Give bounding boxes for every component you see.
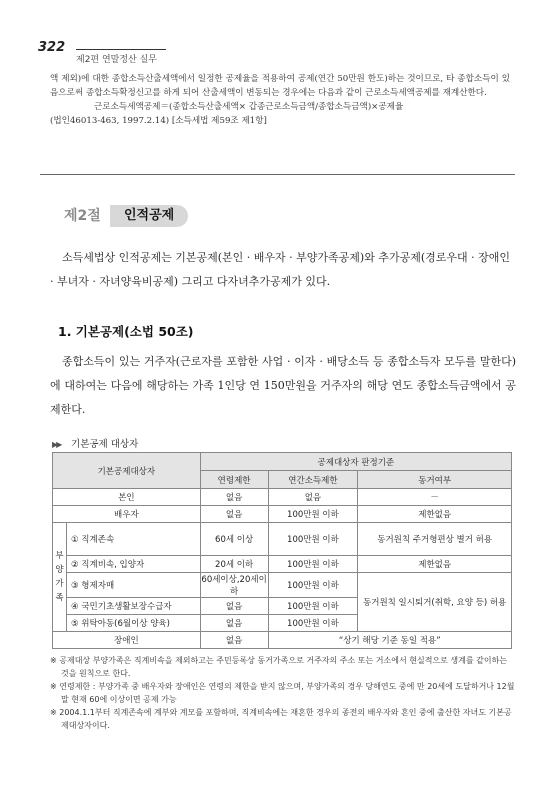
previous-text-block: [50, 72, 510, 128]
table-header-row: [53, 453, 512, 471]
cell-cohab: 동거원칙 주거형편상 별거 허용: [358, 523, 512, 556]
cell-label: ① 직계존속: [66, 523, 200, 556]
table-row: [53, 489, 512, 506]
table-row: [53, 632, 512, 649]
table-row: [53, 573, 512, 598]
triangle-arrow-icon: ▶▶: [52, 440, 61, 449]
header-cohab: 동거여부: [358, 471, 512, 489]
cell-label: 배우자: [53, 506, 201, 523]
cell-rest: “상기 해당 기준 동일 적용”: [268, 632, 511, 649]
cell-age: 없음: [200, 506, 268, 523]
reference: (법인46013-463, 1997.2.14) [소득세법 제59조 제1항]: [50, 116, 267, 126]
table-caption-text: 기본공제 대상자: [71, 439, 139, 450]
header-rule: [76, 49, 166, 50]
cell-age: 60세 이상: [200, 523, 268, 556]
section-divider: [40, 174, 515, 175]
cell-label: ④ 국민기초생활보장수급자: [66, 598, 200, 615]
cell-income: 100만원 이하: [268, 573, 358, 598]
cell-income: 100만원 이하: [268, 523, 358, 556]
section-title: 인적공제: [110, 205, 188, 227]
cell-income: 100만원 이하: [268, 506, 358, 523]
cell-cohab: 제한없음: [358, 506, 512, 523]
intro-text: [50, 246, 516, 294]
header-criteria: 공제대상자 판정기준: [200, 453, 511, 471]
dependents-group-label: 부 양 가 족: [53, 523, 67, 632]
cell-income: 100만원 이하: [268, 556, 358, 573]
page-header: [38, 40, 518, 70]
cell-income: 없음: [268, 489, 358, 506]
cell-cohab: 제한없음: [358, 556, 512, 573]
intro-paragraph: 소득세법상 인적공제는 기본공제(본인 · 배우자 · 부양가족공제)와 추가공제(경로우대 · 장애인 · 부녀자 · 자녀양육비공제) 그리고 다자녀추가공제가 있다.: [50, 251, 510, 288]
notes-block: [50, 654, 516, 732]
table-row: [53, 556, 512, 573]
cell-cohab: 동거원칙 일시퇴거(취학, 요양 등) 허용: [358, 573, 512, 632]
table-row: [53, 506, 512, 523]
page-number: 322: [38, 40, 66, 55]
subsection-paragraph: 종합소득이 있는 거주자(근로자를 포함한 사업 · 이자 · 배당소득 등 종합소득자 모두를 말한다)에 대하여는 다음에 해당하는 가족 1인당 연 150만원을 거주자의 해당 연도 종합소득금액에서 공제한다.: [50, 355, 516, 416]
subsection-title: 1. 기본공제(소법 50조): [58, 324, 194, 339]
cell-age: 없음: [200, 615, 268, 632]
header-income: 연간소득제한: [268, 471, 358, 489]
table-caption: [52, 436, 138, 450]
cell-label: 본인: [53, 489, 201, 506]
cell-age: 20세 이하: [200, 556, 268, 573]
section-number: 제2절: [64, 208, 101, 224]
note-item: ※ 공제대상 부양가족은 직계비속을 제외하고는 주민등록상 동거가족으로 거주자의 주소 또는 거소에서 현실적으로 생계를 같이하는 것을 원칙으로 한다.: [50, 656, 508, 678]
note-item: ※ 연령제한 : 부양가족 중 배우자와 장애인은 연령의 제한을 받지 않으며, 부양가족의 경우 당해연도 중에 만 20세에 도달하거나 12월말 현재 60에 이상이면 공제 가능: [50, 682, 515, 704]
previous-paragraph: 액 제외)에 대한 종합소득산출세액에서 일정한 공제율을 적용하여 공제(연간 50만원 한도)하는 것이므로, 타 종합소득이 있음으로써 종합소득확정신고를 하게 되어 산출세액이 변동되는 경우에는 다음과 같이 근로소득세액공제를 재계산한다.: [50, 74, 510, 98]
cell-age: 없음: [200, 489, 268, 506]
deduction-table: [52, 452, 512, 649]
cell-income: 100만원 이하: [268, 615, 358, 632]
cell-cohab: －: [358, 489, 512, 506]
header-subject: 기본공제대상자: [53, 453, 201, 489]
cell-label: ② 직계비속, 입양자: [66, 556, 200, 573]
subsection-body: [50, 350, 516, 422]
table-row: [53, 523, 512, 556]
cell-age: 없음: [200, 632, 268, 649]
cell-age: 60세이상,20세이하: [200, 573, 268, 598]
cell-label: 장애인: [53, 632, 201, 649]
cell-age: 없음: [200, 598, 268, 615]
book-title: 제2편 연말정산 실무: [76, 55, 158, 65]
cell-income: 100만원 이하: [268, 598, 358, 615]
formula: 근로소득세액공제＝(종합소득산출세액× 갑종근로소득금액/종합소득금액)×공제율: [94, 102, 404, 112]
cell-label: ⑤ 위탁아동(6월이상 양육): [66, 615, 200, 632]
cell-label: ③ 형제자매: [66, 573, 200, 598]
header-age: 연령제한: [200, 471, 268, 489]
note-item: ※ 2004.1.1부터 직계존속에 계부와 계모를 포함하며, 직계비속에는 재혼한 경우의 종전의 배우자와 혼인 중에 출산한 자녀도 기본공제대상자이다.: [50, 708, 512, 730]
section-heading: [58, 205, 298, 231]
